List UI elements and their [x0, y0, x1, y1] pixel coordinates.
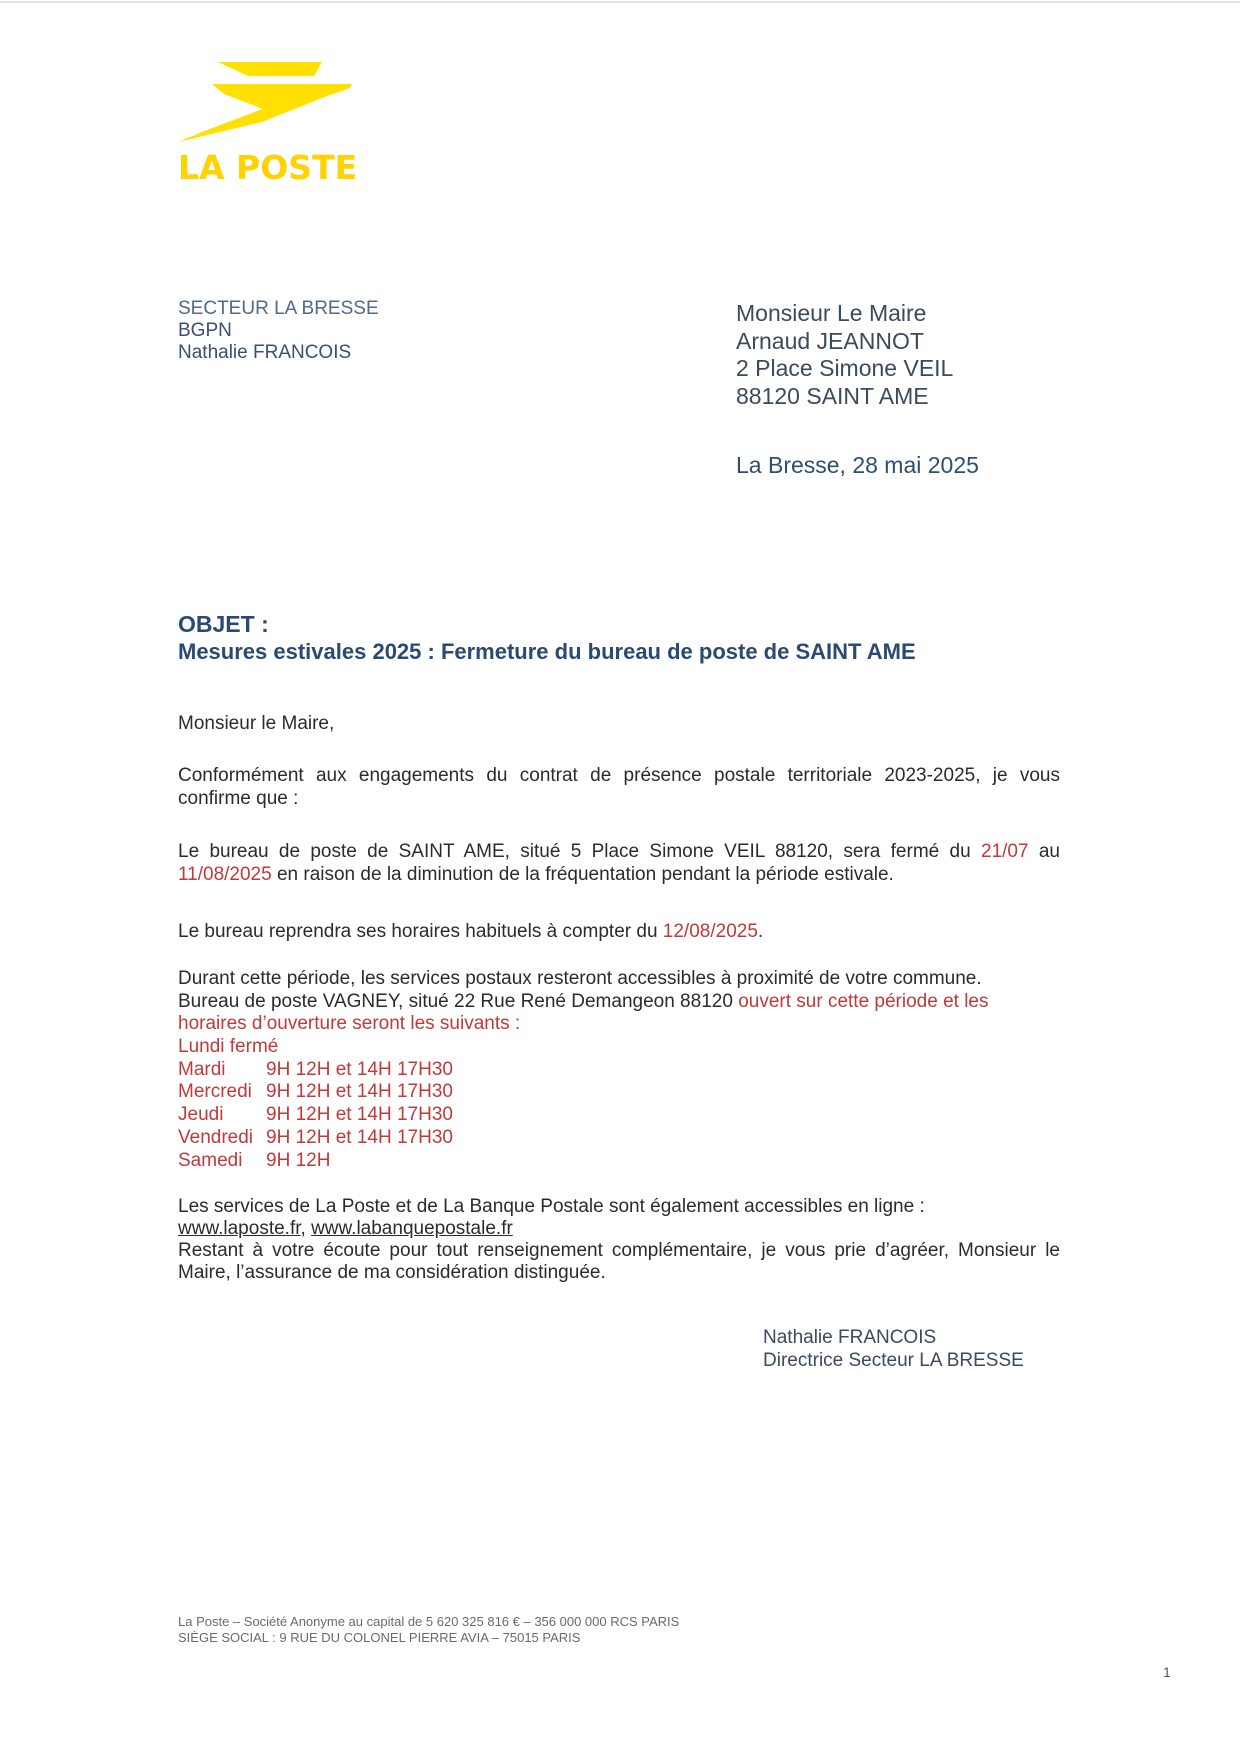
signature-block: [763, 1326, 1024, 1372]
sender-sector: SECTEUR LA BRESSE: [178, 298, 379, 319]
online-services-text: Les services de La Poste et de La Banque Postale sont également accessibles en ligne :: [178, 1196, 925, 1217]
hours-time: 9H 12H et 14H 17H30: [266, 1126, 453, 1148]
sender-name: Nathalie FRANCOIS: [178, 342, 352, 363]
sender-block: [178, 298, 379, 364]
signature-name: Nathalie FRANCOIS: [763, 1327, 937, 1348]
alternative-office-line: [178, 991, 1060, 1014]
closure-text-mid: au: [1028, 841, 1060, 862]
recipient-name: Arnaud JEANNOT: [736, 327, 924, 354]
subject-label: OBJET :: [178, 611, 269, 637]
alternative-intro: Durant cette période, les services postaux resteront accessibles à proximité de votre commune.: [178, 968, 982, 989]
subject-title: Mesures estivales 2025 : Fermeture du bureau de poste de SAINT AME: [178, 639, 916, 664]
link-separator: ,: [300, 1218, 312, 1239]
footer-company-info: La Poste – Société Anonyme au capital de 5 620 325 816 € – 356 000 000 RCS PARIS: [178, 1614, 680, 1629]
hours-day: Vendredi: [178, 1126, 254, 1148]
hours-day: Mercredi: [178, 1081, 252, 1103]
logo-wordmark: LA POSTE: [178, 148, 358, 187]
hours-row: [178, 1150, 1060, 1173]
scan-top-edge: [0, 1, 1240, 3]
closing-formula: Restant à votre écoute pour tout renseignement complémentaire, je vous prie d’agréer, Monsieur le Maire, l’assurance de ma considération distinguée.: [178, 1240, 1060, 1283]
footer-head-office: SIÈGE SOCIAL : 9 RUE DU COLONEL PIERRE AVIA – 75015 PARIS: [178, 1630, 581, 1645]
paragraph-commitment: Conformément aux engagements du contrat de présence postale territoriale 2023-2025, je vous confirme que :: [178, 765, 1060, 809]
hours-time: 9H 12H et 14H 17H30: [266, 1104, 453, 1126]
hours-row: [178, 1081, 1060, 1104]
hours-row: [178, 1059, 1060, 1082]
opening-hours: [178, 1036, 1060, 1172]
paragraph-reopening: [178, 920, 1060, 943]
hours-time: 9H 12H et 14H 17H30: [266, 1058, 453, 1080]
legal-footer: [178, 1614, 679, 1646]
reopening-text: Le bureau reprendra ses horaires habituels à compter du: [178, 921, 663, 942]
paragraph-alternative-office: [178, 968, 1060, 1172]
page-number: 1: [1163, 1664, 1171, 1680]
salutation: Monsieur le Maire,: [178, 713, 335, 734]
hours-time: 9H 12H: [266, 1149, 331, 1171]
alternative-office-address: Bureau de poste VAGNEY, situé 22 Rue René Demangeon 88120: [178, 990, 739, 1012]
closure-start-date: 21/07: [981, 841, 1029, 862]
paragraph-closure: [178, 840, 1060, 886]
labanquepostale-link[interactable]: www.labanquepostale.fr: [311, 1218, 513, 1239]
recipient-title: Monsieur Le Maire: [736, 300, 927, 326]
recipient-city: 88120 SAINT AME: [736, 382, 929, 409]
hours-day: Jeudi: [178, 1104, 224, 1126]
closure-text-start: Le bureau de poste de SAINT AME, situé 5 Place Simone VEIL 88120, sera fermé du: [178, 841, 981, 862]
letter-date: La Bresse, 28 mai 2025: [736, 452, 979, 478]
laposte-link[interactable]: www.laposte.fr: [178, 1218, 301, 1239]
hours-monday: Lundi fermé: [178, 1036, 279, 1058]
hours-intro: horaires d’ouverture seront les suivants :: [178, 1013, 521, 1035]
alternative-office-open: ouvert sur cette période et les: [738, 990, 989, 1012]
hours-time: 9H 12H et 14H 17H30: [266, 1081, 453, 1103]
closure-text-end: en raison de la diminution de la fréquentation pendant la période estivale.: [271, 864, 894, 885]
subject-block: [178, 610, 916, 666]
sender-department: BGPN: [178, 320, 232, 341]
la-poste-logo: [174, 58, 364, 188]
closure-end-date: 11/08/2025: [178, 864, 272, 885]
online-links: [178, 1218, 1060, 1240]
reopening-date: 12/08/2025: [662, 921, 758, 942]
signature-title: Directrice Secteur LA BRESSE: [763, 1350, 1024, 1371]
hours-row: [178, 1127, 1060, 1150]
hours-row: [178, 1104, 1060, 1127]
hours-day: Mardi: [178, 1058, 226, 1080]
la-poste-bird-icon: [174, 58, 364, 148]
reopening-period: .: [757, 921, 764, 942]
recipient-street: 2 Place Simone VEIL: [736, 355, 954, 381]
recipient-address: [736, 300, 953, 410]
hours-day: Samedi: [178, 1149, 243, 1171]
paragraph-online-services: [178, 1196, 1060, 1284]
